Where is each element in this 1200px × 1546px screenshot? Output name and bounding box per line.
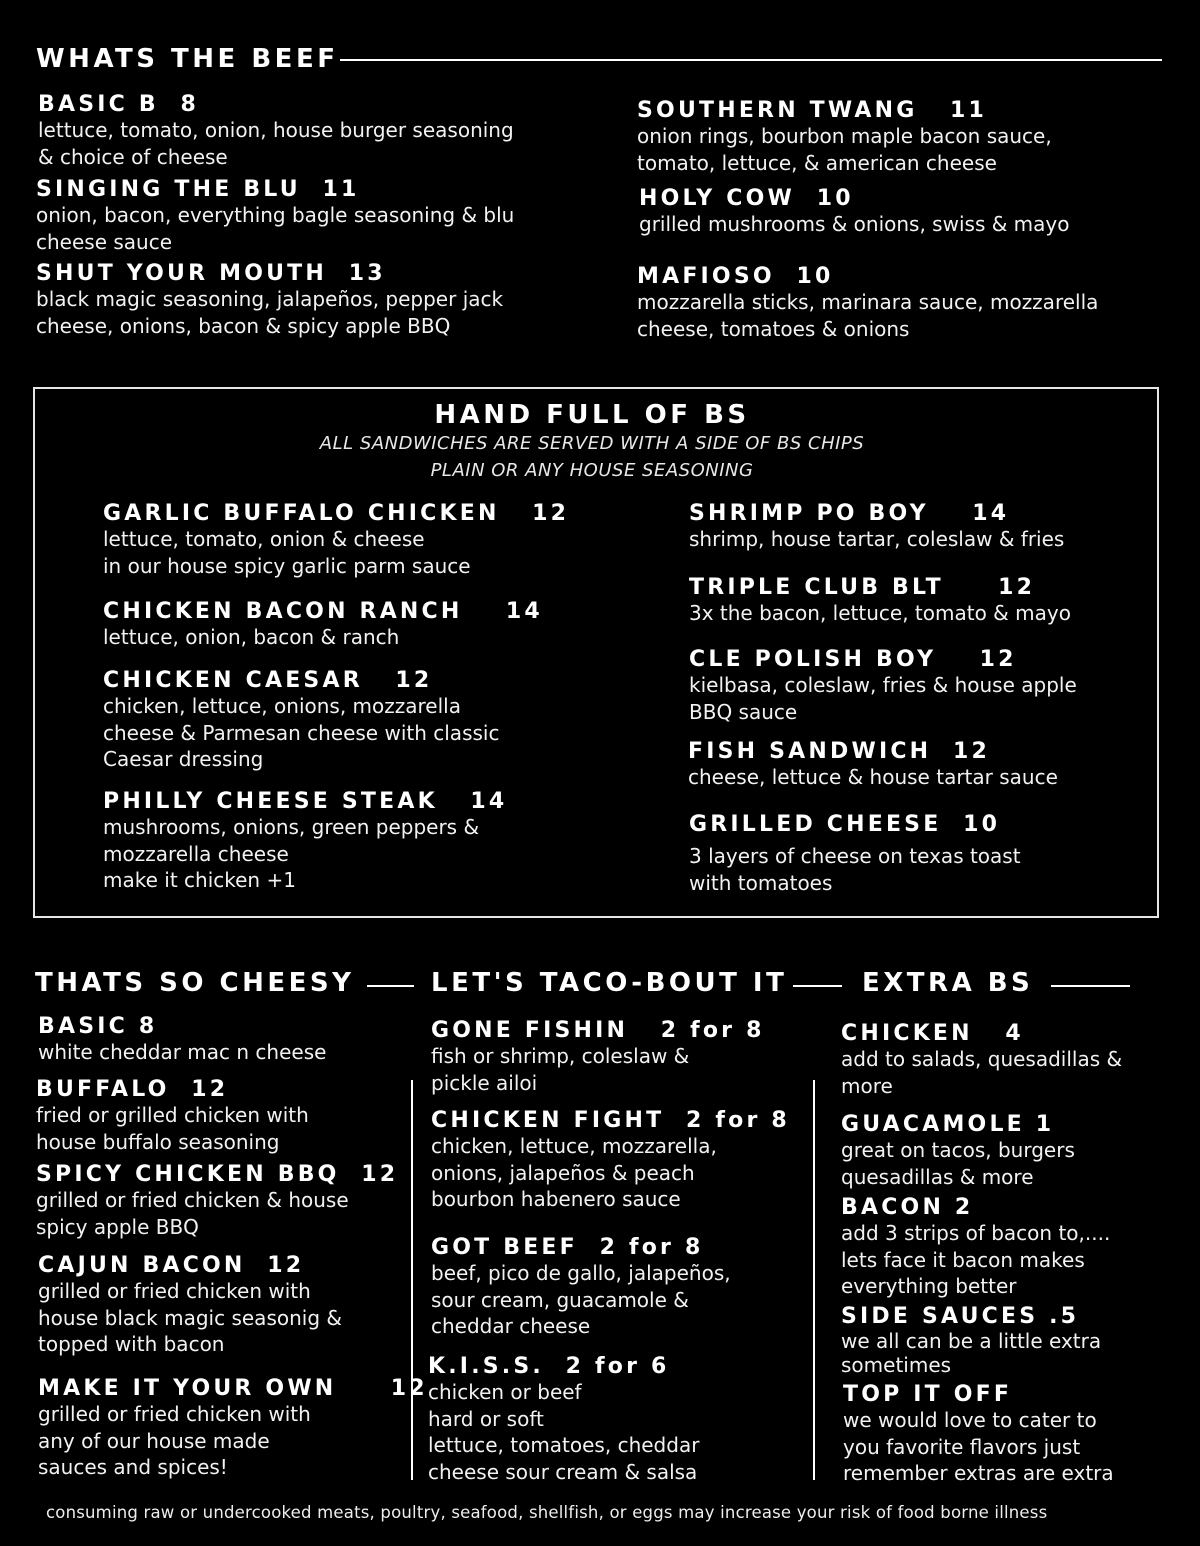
item-name: GOT BEEF 2 for 8 xyxy=(431,1235,704,1260)
item-description: black magic seasoning, jalapeños, pepper jack cheese, onions, bacon & spicy apple BBQ xyxy=(36,287,504,338)
section-rule xyxy=(1051,985,1130,987)
menu-item xyxy=(431,1109,790,1213)
item-name: CAJUN BACON 12 xyxy=(38,1253,305,1278)
item-description: fried or grilled chicken with house buffalo seasoning xyxy=(36,1103,309,1154)
item-name: SINGING THE BLU 11 xyxy=(36,177,360,202)
item-description: cheese, lettuce & house tartar sauce xyxy=(688,765,1058,789)
menu-item xyxy=(38,1015,326,1066)
menu-item xyxy=(841,1305,1101,1377)
item-description: chicken, lettuce, onions, mozzarella cheese & Parmesan cheese with classic Caesar dressing xyxy=(103,694,500,771)
menu-item xyxy=(431,1236,731,1340)
menu-item xyxy=(38,93,514,170)
menu-item xyxy=(689,576,1071,627)
menu-item xyxy=(38,1254,342,1358)
menu-item xyxy=(103,502,569,579)
food-safety-disclaimer: consuming raw or undercooked meats, poultry, seafood, shellfish, or eggs may increase your risk of food borne illness xyxy=(46,1503,1048,1522)
item-description: white cheddar mac n cheese xyxy=(38,1040,327,1064)
item-description: chicken, lettuce, mozzarella, onions, jalapeños & peach bourbon habenero sauce xyxy=(431,1134,717,1211)
item-name: BASIC B 8 xyxy=(38,92,200,117)
menu-item xyxy=(688,740,1058,791)
item-name: SHRIMP PO BOY 14 xyxy=(689,501,1010,526)
section-rule xyxy=(340,59,1162,61)
item-name: SPICY CHICKEN BBQ 12 xyxy=(36,1162,399,1187)
menu-item xyxy=(637,265,1098,342)
item-name: TOP IT OFF xyxy=(843,1382,1013,1407)
item-name: HOLY COW 10 xyxy=(639,186,854,211)
item-name: MAKE IT YOUR OWN 12 xyxy=(38,1376,428,1401)
item-name: GONE FISHIN 2 for 8 xyxy=(431,1018,765,1043)
item-name: SOUTHERN TWANG 11 xyxy=(637,98,988,123)
item-description: grilled or fried chicken with house black magic seasonig & topped with bacon xyxy=(38,1279,342,1356)
sandwich-subtitle: PLAIN OR ANY HOUSE SEASONING xyxy=(430,460,754,481)
section-title-extra: EXTRA BS xyxy=(862,968,1034,998)
menu-item xyxy=(689,648,1077,725)
item-description: beef, pico de gallo, jalapeños, sour cream, guacamole & cheddar cheese xyxy=(431,1261,731,1338)
item-name: CHICKEN FIGHT 2 for 8 xyxy=(431,1108,790,1133)
menu-item xyxy=(36,178,514,255)
item-name: SIDE SAUCES .5 xyxy=(841,1304,1080,1329)
item-description: grilled or fried chicken with any of our house made sauces and spices! xyxy=(38,1402,311,1479)
item-description: kielbasa, coleslaw, fries & house apple BBQ sauce xyxy=(689,673,1077,724)
item-description: we would love to cater to you favorite flavors just remember extras are extra xyxy=(843,1408,1114,1485)
menu-item xyxy=(103,669,499,773)
section-title-beef: WHATS THE BEEF xyxy=(36,44,339,74)
item-description: grilled or fried chicken & house spicy apple BBQ xyxy=(36,1188,349,1239)
item-description: 3 layers of cheese on texas toast with tomatoes xyxy=(689,844,1021,895)
item-name: CHICKEN 4 xyxy=(841,1021,1024,1046)
section-rule xyxy=(793,985,842,987)
menu-item xyxy=(36,1078,309,1155)
item-name: BASIC 8 xyxy=(38,1014,158,1039)
menu-item xyxy=(637,99,1052,176)
menu-item xyxy=(689,502,1064,553)
menu-item xyxy=(431,1019,765,1096)
item-description: onion, bacon, everything bagle seasoning & blu cheese sauce xyxy=(36,203,515,254)
menu-item xyxy=(36,1163,398,1240)
item-description: we all can be a little extra sometimes xyxy=(841,1329,1102,1377)
item-name: MAFIOSO 10 xyxy=(637,264,834,289)
section-title-sandwiches: HAND FULL OF BS xyxy=(434,400,750,430)
item-name: CHICKEN BACON RANCH 14 xyxy=(103,599,543,624)
item-description: mushrooms, onions, green peppers & mozzarella cheese make it chicken +1 xyxy=(103,815,480,892)
item-name: BUFFALO 12 xyxy=(36,1077,229,1102)
item-name: SHUT YOUR MOUTH 13 xyxy=(36,261,386,286)
item-name: K.I.S.S. 2 for 6 xyxy=(428,1354,670,1379)
item-description: great on tacos, burgers quesadillas & more xyxy=(841,1138,1075,1189)
item-name: FISH SANDWICH 12 xyxy=(688,739,991,764)
item-description: chicken or beef hard or soft lettuce, tomatoes, cheddar cheese sour cream & salsa xyxy=(428,1380,700,1484)
item-name: TRIPLE CLUB BLT 12 xyxy=(689,575,1036,600)
item-name: BACON 2 xyxy=(841,1195,974,1220)
menu-item xyxy=(843,1383,1114,1487)
menu-item xyxy=(103,790,507,894)
item-description: onion rings, bourbon maple bacon sauce, tomato, lettuce, & american cheese xyxy=(637,124,1052,175)
item-description: grilled mushrooms & onions, swiss & mayo xyxy=(639,212,1070,236)
item-name: CHICKEN CAESAR 12 xyxy=(103,668,433,693)
item-description: shrimp, house tartar, coleslaw & fries xyxy=(689,527,1065,551)
item-description: lettuce, tomato, onion, house burger seasoning & choice of cheese xyxy=(38,118,514,169)
item-description: add to salads, quesadillas & more xyxy=(841,1047,1123,1098)
item-name: GARLIC BUFFALO CHICKEN 12 xyxy=(103,501,570,526)
menu-item xyxy=(841,1196,1110,1300)
menu-item xyxy=(639,187,1069,238)
item-name: CLE POLISH BOY 12 xyxy=(689,647,1017,672)
menu-item xyxy=(689,813,1021,896)
section-rule xyxy=(367,985,414,987)
menu-item xyxy=(841,1022,1122,1099)
item-description: lettuce, tomato, onion & cheese in our house spicy garlic parm sauce xyxy=(103,527,471,578)
section-title-taco: LET'S TACO-BOUT IT xyxy=(431,968,788,998)
sandwich-subtitle: ALL SANDWICHES ARE SERVED WITH A SIDE OF BS CHIPS xyxy=(319,433,865,454)
section-title-cheesy: THATS SO CHEESY xyxy=(35,968,355,998)
menu-item xyxy=(428,1355,699,1485)
item-name: GUACAMOLE 1 xyxy=(841,1112,1055,1137)
item-name: PHILLY CHEESE STEAK 14 xyxy=(103,789,508,814)
column-divider xyxy=(813,1080,815,1480)
item-name: GRILLED CHEESE 10 xyxy=(689,812,1001,837)
item-description: fish or shrimp, coleslaw & pickle ailoi xyxy=(431,1044,690,1095)
item-description: mozzarella sticks, marinara sauce, mozzarella cheese, tomatoes & onions xyxy=(637,290,1099,341)
item-description: add 3 strips of bacon to,.... lets face it bacon makes everything better xyxy=(841,1221,1111,1298)
menu-item xyxy=(103,600,543,651)
item-description: lettuce, onion, bacon & ranch xyxy=(103,625,400,649)
menu-item xyxy=(38,1377,428,1481)
menu-item xyxy=(841,1113,1075,1190)
item-description: 3x the bacon, lettuce, tomato & mayo xyxy=(689,601,1071,625)
menu-item xyxy=(36,262,503,339)
